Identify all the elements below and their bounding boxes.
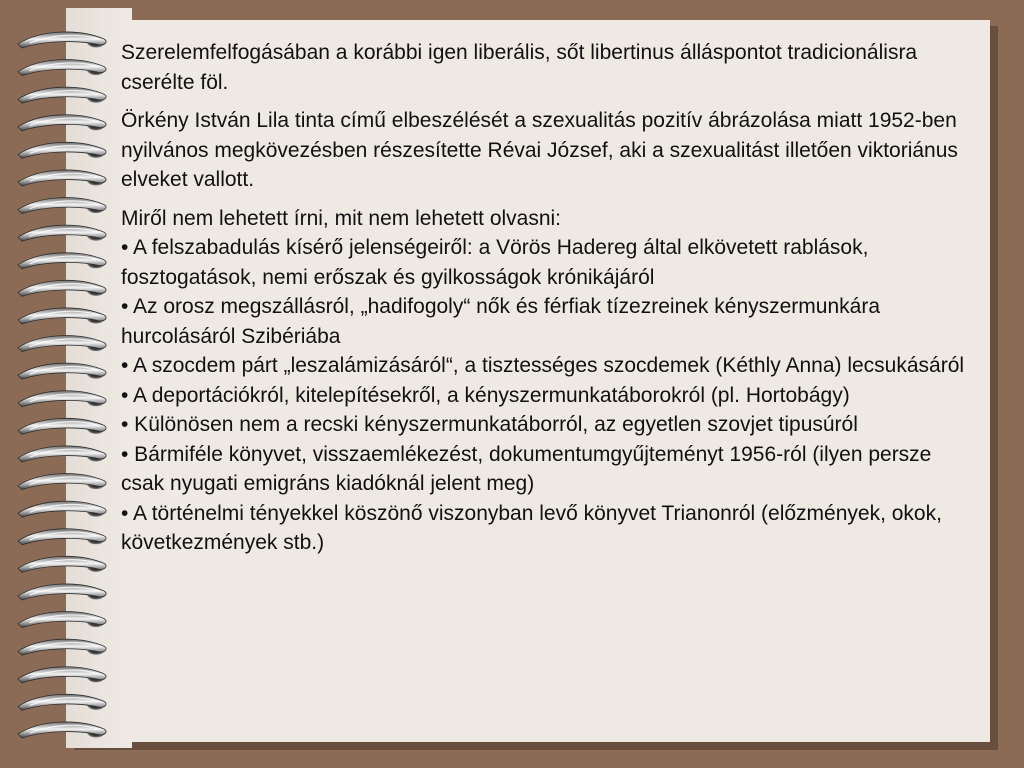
spiral-ring-icon	[18, 584, 106, 600]
spiral-ring-icon	[18, 32, 106, 48]
paragraph-2: Örkény István Lila tinta című elbeszélését a szexualitás pozitív ábrázolása miatt 1952-ben nyilvános megkövezésben részesítette Révai József, aki a szexualitást illetően viktoriánus elveket vallott.	[121, 109, 958, 191]
spiral-ring-icon	[18, 308, 106, 324]
spiral-ring-icon	[18, 501, 106, 517]
spiral-ring-icon	[18, 667, 106, 683]
spiral-ring-icon	[18, 556, 106, 572]
spiral-ring-icon	[18, 87, 106, 103]
spiral-ring-icon	[18, 391, 106, 407]
paragraph-1: Szerelemfelfogásában a korábbi igen liberális, sőt libertinus álláspontot tradicionálisra cserélte föl.	[121, 41, 918, 94]
spiral-ring-icon	[18, 612, 106, 628]
list-intro: Miről nem lehetett írni, mit nem lehetett olvasni:	[121, 206, 562, 230]
list-item: • A szocdem párt „leszalámizásáról“, a tisztességes szocdemek (Kéthly Anna) lecsukásáról	[121, 354, 965, 377]
spiral-ring-icon	[18, 639, 106, 655]
spiral-ring-icon	[18, 694, 106, 710]
spiral-ring-icon	[18, 115, 106, 131]
spiral-binding-icon	[0, 0, 140, 768]
list-item: • Az orosz megszállásról, „hadifogoly“ nők és férfiak tízezreinek kényszermunkára hurcolásáról Szibériába	[121, 295, 881, 348]
spiral-ring-icon	[18, 446, 106, 462]
spiral-ring-icon	[18, 363, 106, 379]
spiral-ring-icon	[18, 253, 106, 269]
spiral-ring-icon	[18, 170, 106, 186]
list-item: • Különösen nem a recski kényszermunkatáborról, az egyetlen szovjet tipusúról	[121, 413, 858, 436]
list-item: • Bármiféle könyvet, visszaemlékezést, dokumentumgyűjteményt 1956-ról (ilyen persze csak nyugati emigráns kiadóknál jelent meg)	[121, 442, 932, 495]
spiral-ring-icon	[18, 280, 106, 296]
spiral-ring-icon	[18, 474, 106, 490]
list-item: • A deportációkról, kitelepítésekről, a kényszermunkatáborokról (pl. Hortobágy)	[121, 383, 850, 407]
spiral-ring-icon	[18, 60, 106, 76]
spiral-ring-icon	[18, 529, 106, 545]
slide-text	[121, 38, 971, 558]
spiral-ring-icon	[18, 336, 106, 352]
list-item: • A történelmi tényekkel köszönő viszonyban levő könyvet Trianonról (előzmények, okok, következmények stb.)	[121, 501, 942, 554]
spiral-ring-icon	[18, 722, 106, 738]
list-item: • A felszabadulás kísérő jelenségeiről: a Vörös Hadereg által elkövetett rablások, fosztogatások, nemi erőszak és gyilkosságok krónikájáról	[121, 236, 869, 289]
spiral-ring-icon	[18, 418, 106, 434]
spiral-ring-icon	[18, 198, 106, 214]
forbidden-topics-list	[121, 204, 971, 558]
spiral-ring-icon	[18, 225, 106, 241]
spiral-ring-icon	[18, 142, 106, 158]
